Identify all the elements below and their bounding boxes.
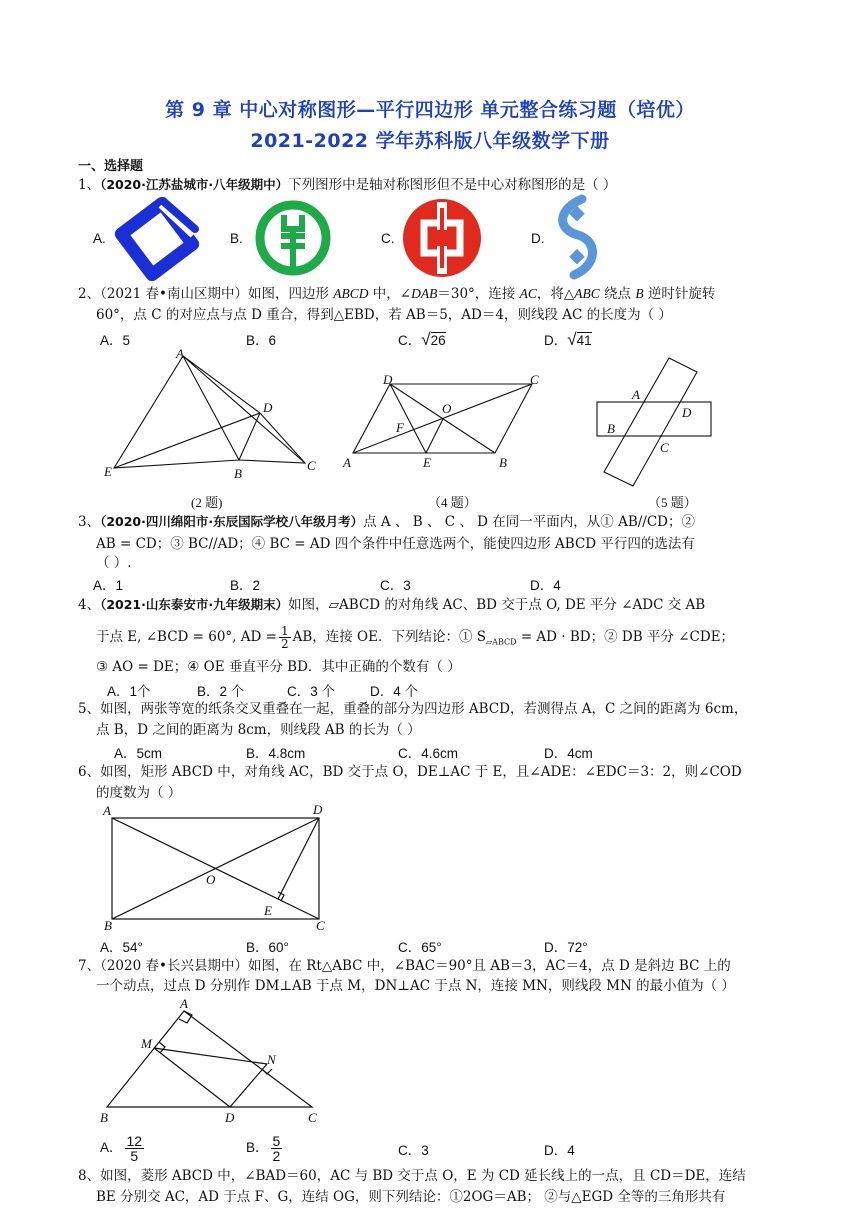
question-8-line-1: 8、如图，菱形 ABCD 中，∠BAD＝60，AC 与 BD 交于点 O，E 为 CD 延长线上的一点，且 CD＝DE，连结 <box>78 1168 746 1184</box>
q4-option-c: C．3 个 <box>287 684 336 699</box>
q7-option-d: D．4 <box>544 1143 575 1158</box>
question-5-line-2: 点 B，D 之间的距离为 8cm，则线段 AB 的长为（ ） <box>96 722 421 738</box>
question-2-line-2: 60°，点 C 的对应点与点 D 重合，得到△EBD，若 AB＝5，AD＝4，则线段 AC 的长度为（ ） <box>96 307 672 323</box>
q1-option-c: C. <box>381 231 395 246</box>
q2-option-c: C．√26 <box>398 330 446 349</box>
fig4-label-e: E <box>423 455 431 470</box>
fig2-label-d: D <box>263 400 273 415</box>
fig5-label-c: C <box>660 440 669 455</box>
fig6-label-d: D <box>313 802 323 817</box>
fig7-label-a: A <box>180 996 188 1011</box>
logo-b-icon <box>254 199 332 277</box>
fig6-label-b: B <box>104 918 112 933</box>
q5-option-c: C．4.6cm <box>398 746 459 761</box>
q6-option-a: A．54° <box>100 940 143 955</box>
q2-option-d: D．√41 <box>544 330 592 349</box>
fig7-label-n: N <box>267 1052 276 1067</box>
page-subtitle: 2021-2022 学年苏科版八年级数学下册 <box>250 130 610 152</box>
fig5-label-d: D <box>682 405 692 420</box>
page-title: 第 9 章 中心对称图形—平行四边形 单元整合练习题（培优） <box>165 99 695 121</box>
fig4-label-a: A <box>343 455 351 470</box>
fraction-one-half: $\frac{1}{2}$ <box>280 624 289 651</box>
figure-q4 <box>343 372 545 475</box>
q3-option-c: C．3 <box>380 578 411 593</box>
q4-option-b: B．2 个 <box>197 684 245 699</box>
q4-option-d: D．4 个 <box>370 684 419 699</box>
logo-d-icon <box>552 195 604 279</box>
question-4-line-2: 于点 E, ∠BCD = 60°, AD = $\frac{1}{2}$ AB，连接 OE．下列结论：① $S_{▱ABCD}$ = AD · BD；② DB 平分 ∠CDE； <box>96 624 735 651</box>
fig6-label-a: A <box>103 803 111 818</box>
section-heading: 一、选择题 <box>78 159 144 174</box>
question-1: 1、（2020·江苏盐城市·八年级期中）下列图形中是轴对称图形但不是中心对称图形的是（ ） <box>78 177 617 193</box>
q7-option-c: C．3 <box>398 1143 429 1158</box>
fig5-label-b: B <box>607 421 615 436</box>
q5-option-a: A．5cm <box>114 746 163 761</box>
fig5-label-a: A <box>632 387 640 402</box>
fig6-label-c: C <box>316 918 325 933</box>
fig4-label-d: D <box>383 372 393 387</box>
fig4-label-c: C <box>530 372 539 387</box>
q3-option-b: B．2 <box>230 578 261 593</box>
fig6-label-o: O <box>206 872 216 887</box>
fig4-label-o: O <box>442 401 452 416</box>
fig2-label-c: C <box>307 458 316 473</box>
fig7-label-d: D <box>225 1110 235 1125</box>
fig2-label-e: E <box>104 464 112 479</box>
question-8-line-2: BE 分别交 AC，AD 于点 F、G，连结 OG，则下列结论：①2OG＝AB； ②与△EGD 全等的三角形共有 <box>96 1189 726 1205</box>
caption-q4: （4 题） <box>428 495 477 510</box>
fig7-label-b: B <box>100 1110 108 1125</box>
logo-a-icon <box>117 199 197 279</box>
q6-option-c: C．65° <box>398 940 442 955</box>
question-7-line-2: 一个动点，过点 D 分别作 DM⊥AB 于点 M，DN⊥AC 于点 N，连接 MN，则线段 MN 的最小值为（ ） <box>96 978 735 994</box>
fig7-label-m: M <box>141 1036 152 1051</box>
q1-option-b: B. <box>230 231 243 246</box>
q1-option-d: D. <box>531 231 545 246</box>
caption-q5: （5 题） <box>648 495 697 510</box>
question-3-line-3: （ ）. <box>96 555 132 571</box>
logo-c-icon <box>402 198 482 278</box>
question-4-line-3: ③ AO = DE；④ OE 垂直平分 BD．其中正确的个数有（ ） <box>96 659 461 675</box>
question-2-line-1: 2、（2021 春•南山区期中）如图，四边形 ABCD 中，∠DAB＝30°，连接 AC，将△ABC 绕点 B 逆时针旋转 <box>78 286 716 302</box>
q3-option-a: A．1 <box>93 578 124 593</box>
fig4-label-b: B <box>499 455 507 470</box>
q2-option-a: A．5 <box>100 333 131 348</box>
question-4-line-1: 4、（2021·山东泰安市·九年级期末）如图，▱ABCD 的对角线 AC、BD 交于点 O, DE 平分 ∠ADC 交 AB <box>78 597 706 613</box>
q2-option-b: B．6 <box>246 333 277 348</box>
question-7-line-1: 7、（2020 春•长兴县期中）如图，在 Rt△ABC 中，∠BAC＝90°且 AB＝3，AC＝4，点 D 是斜边 BC 上的 <box>78 958 731 974</box>
q3-option-d: D．4 <box>530 578 561 593</box>
fig4-label-f: F <box>396 420 404 435</box>
q6-option-b: B．60° <box>246 940 289 955</box>
q5-option-b: B．4.8cm <box>246 746 306 761</box>
figure-q6 <box>100 800 330 933</box>
figure-q2 <box>104 346 330 481</box>
q5-option-d: D．4cm <box>544 746 593 761</box>
q6-option-d: D．72° <box>544 940 588 955</box>
fig2-label-b: B <box>234 466 242 481</box>
q7-option-b: B． $\frac{5}{2}$ <box>246 1133 281 1164</box>
question-3-line-2: AB = CD；③ BC//AD；④ BC = AD 四个条件中任意选两个，能使四边形 ABCD 平行四的选法有 <box>96 536 695 552</box>
q7-option-a: A． $\frac{12}{5}$ <box>100 1133 143 1164</box>
q1-option-a: A. <box>93 231 106 246</box>
q4-option-a: A．1个 <box>107 684 151 699</box>
question-6-line-2: 的度数为（ ） <box>96 785 182 801</box>
question-3-line-1: 3、（2020·四川绵阳市·东辰国际学校八年级月考）点 A 、 B 、 C 、 D 在同一平面内，从① AB//CD；② <box>78 514 696 530</box>
question-5-line-1: 5、如图，两张等宽的纸条交叉重叠在一起，重叠的部分为四边形 ABCD，若测得点 A，C 之间的距离为 6cm， <box>78 701 748 717</box>
fig6-label-e: E <box>264 903 272 918</box>
fig2-label-a: A <box>176 346 184 361</box>
fig7-label-c: C <box>308 1110 317 1125</box>
caption-q2: (2 题) <box>191 495 223 510</box>
figure-q7 <box>97 998 327 1128</box>
figure-q5 <box>590 355 720 485</box>
question-6-line-1: 6、如图，矩形 ABCD 中，对角线 AC，BD 交于点 O，DE⊥AC 于 E，且∠ADE：∠EDC＝3：2，则∠COD <box>78 764 742 780</box>
